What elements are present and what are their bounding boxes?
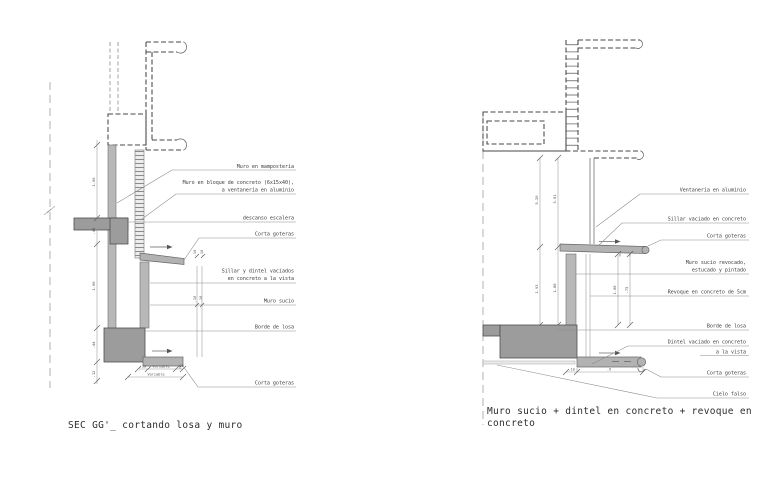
lower-vertical-dimensions [612, 251, 633, 328]
annotation-text: Borde de losa [254, 324, 294, 331]
dim-value: .12 [91, 370, 96, 378]
aluminium-window [590, 158, 594, 244]
sill-rounded-end [642, 246, 649, 253]
vertical-dimensions [91, 140, 100, 384]
dashed-bar-end-hook [636, 40, 642, 48]
axis-break-icon [44, 206, 55, 215]
dashed-channel-end-hooks [177, 42, 187, 150]
annotation-corta-goteras-lower [646, 369, 749, 377]
landing-beam [110, 218, 128, 244]
concrete-lintel [577, 351, 646, 372]
annotation-sillar-dintel [150, 269, 296, 284]
dashed-wall-box [108, 114, 146, 145]
stair-landing [74, 218, 128, 244]
annotation-text: Corta goteras [706, 370, 746, 377]
annotation-text: a la vista [715, 349, 746, 356]
dashed-bottom-bar [483, 151, 641, 158]
dim-value: 1.88 [552, 283, 557, 293]
dashed-wall-above [483, 40, 643, 159]
lintel-rounded-end [637, 358, 645, 366]
slab [483, 325, 500, 336]
annotation-muro-sucio [150, 296, 296, 307]
dim-value: 1.93 [534, 284, 539, 294]
dim-ticks [537, 155, 561, 328]
sill-dim-label: .10 [200, 249, 204, 257]
annotation-text: Revoque en concreto de 5cm [667, 289, 746, 296]
left-drawing-title: SEC GG'_ cortando losa y muro [68, 420, 243, 431]
dim-value: .9 [606, 367, 612, 372]
rough-wall-below-sill [140, 262, 149, 328]
concrete-block-wall [135, 150, 144, 258]
annotation-text: Muro en bloque de concreto (6x15x40), [182, 180, 294, 186]
annotation-text: a ventanería en aluminio [221, 187, 294, 194]
dim-value: .10 [568, 367, 575, 372]
section-axis [44, 82, 55, 388]
annotation-borde-losa [145, 325, 296, 332]
slope-arrowhead-icon [167, 245, 173, 249]
window-sill [140, 245, 205, 265]
annotation-muro-sucio-revocado [576, 260, 749, 274]
slope-arrowhead-icon [615, 351, 621, 355]
right-drawing-title-line1: Muro sucio + dintel en concreto + revoque en [487, 406, 752, 417]
annotation-text: Sillar y dintel vaciados [221, 268, 294, 275]
dim-value: 3.61 [552, 194, 557, 204]
right-section-drawing [455, 28, 760, 448]
annotation-text: Ventanería en aluminio [679, 187, 746, 194]
dim-value: 5.20 [534, 195, 539, 205]
leader-line [648, 240, 749, 246]
rough-wall [566, 254, 576, 325]
dim-value: 1.06 [91, 281, 96, 291]
dim-value: Variable [152, 364, 170, 369]
annotation-corta-goteras-upper [648, 234, 749, 247]
right-drawing-title-line2: concreto [487, 418, 536, 429]
dashed-bar-end-hook [637, 151, 643, 159]
annotation-text: Muro sucio [263, 298, 294, 305]
annotation-corta-goteras-lower [183, 366, 296, 387]
annotation-text: Borde de losa [706, 323, 746, 330]
dim-value: .05 [177, 364, 184, 368]
annotation-muro-bloque [142, 180, 296, 219]
false-ceiling [483, 361, 575, 364]
slope-arrowhead-icon [615, 239, 621, 243]
slope-arrowhead-icon [167, 349, 173, 353]
dashed-wall-above [108, 42, 187, 150]
vertical-dimensions [534, 155, 561, 328]
annotation-text: Muro sucio revocado, [685, 260, 746, 266]
dashed-wall-box-inner [487, 121, 544, 144]
annotation-text: descanso escalera [242, 215, 294, 222]
dim-value: .10 [193, 295, 197, 303]
annotation-text: estucado y pintado [691, 267, 746, 274]
dim-value: .75 [624, 286, 629, 294]
annotation-text: Dintel vaciado en concreto [667, 339, 746, 346]
dashed-wall-box [483, 112, 566, 151]
dim-value: .10 [199, 295, 203, 303]
dashed-channel-wall [146, 42, 184, 150]
annotation-sillar [599, 217, 749, 246]
bottom-dimensions [125, 364, 186, 380]
dim-value: .43 [91, 227, 96, 235]
annotation-text: Corta goteras [254, 231, 294, 238]
dim-value: .44 [91, 341, 96, 349]
lintel-bar [577, 357, 641, 367]
left-section-drawing [30, 25, 305, 440]
slab-edge [104, 328, 183, 369]
annotation-text: Corta goteras [706, 233, 746, 240]
annotation-text: Cielo falso [712, 391, 746, 398]
dim-value: 1.68 [612, 285, 617, 295]
dim-value: Variable [147, 372, 165, 377]
annotation-text: Muro en mampostería [236, 164, 294, 170]
sill-dim-label: .10 [193, 249, 197, 257]
dashed-top-bar [578, 40, 640, 48]
slab-edge-block [104, 328, 145, 362]
dim-value: .10 [139, 364, 147, 369]
dim-value: 1.00 [91, 177, 96, 187]
horizontal-dimensions [563, 367, 646, 375]
annotation-descanso-escalera [128, 216, 296, 223]
annotation-text: en concreto a la vista [227, 276, 294, 282]
annotation-text: Sillar vaciado en concreto [667, 216, 746, 223]
annotation-text: Corta goteras [254, 380, 294, 387]
